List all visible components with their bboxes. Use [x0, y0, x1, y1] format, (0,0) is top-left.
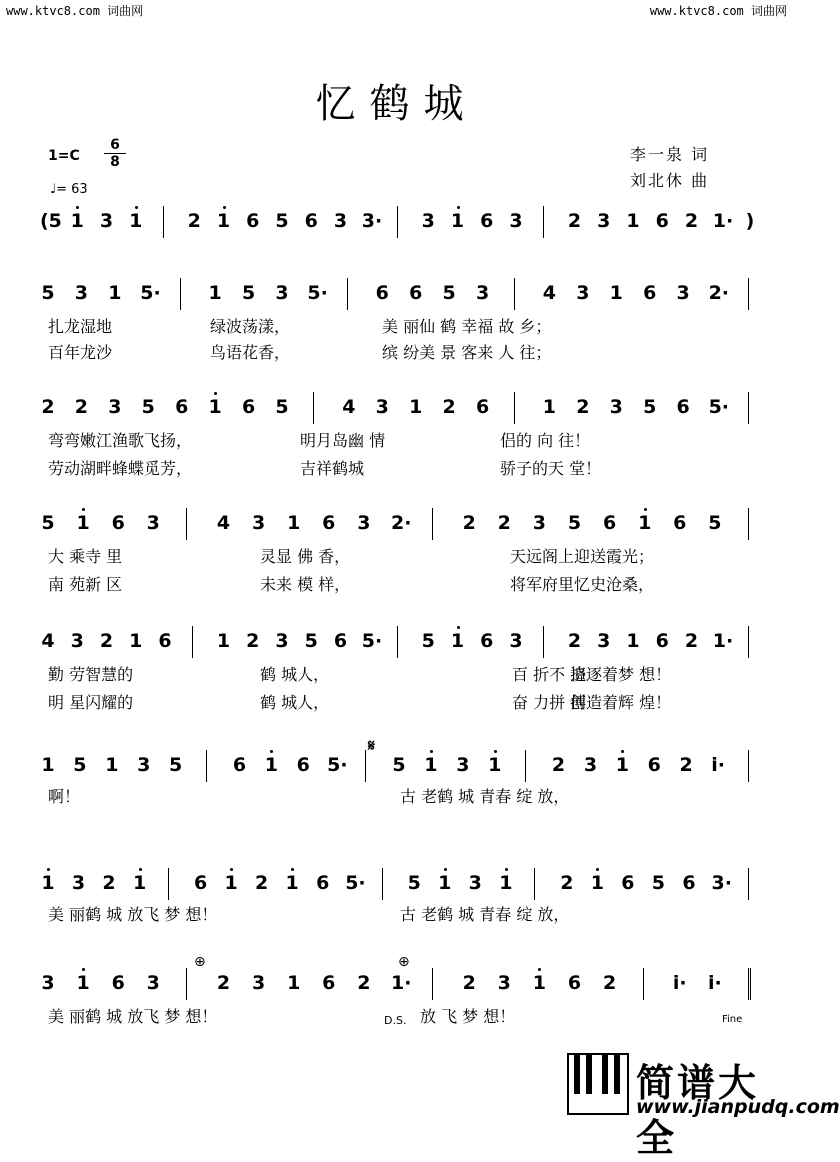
note: i· — [672, 972, 687, 994]
lyric-verse2: 百年龙沙 — [48, 343, 113, 362]
note: 6 — [111, 972, 125, 994]
note: 6 — [676, 396, 690, 418]
bar-line — [748, 868, 749, 900]
lyric-verse1: 美 丽鹤 城 放飞 梦 想！ — [48, 905, 218, 924]
note: 6 — [375, 282, 389, 304]
note: ) — [745, 210, 755, 232]
note: 2 — [684, 210, 699, 232]
note: i· — [708, 972, 722, 994]
note: 6 — [643, 282, 657, 304]
bar-line — [206, 750, 207, 782]
note: 2 — [567, 630, 582, 652]
note: 1 — [488, 754, 502, 776]
note: 3 — [251, 972, 266, 994]
note: 5 — [392, 754, 406, 776]
lyric-verse1: 百 折不 挠 — [512, 665, 587, 684]
note: 6 — [158, 630, 172, 652]
bar-line — [180, 278, 181, 310]
note: 5· — [708, 396, 730, 418]
composer-credit: 刘北休 曲 — [630, 171, 710, 190]
note: 2 — [246, 630, 260, 652]
lyric-verse1: 古 老鹤 城 青春 绽 放， — [400, 787, 570, 806]
lyric-verse2: 劳动湖畔蜂蝶觅芳， — [48, 459, 193, 478]
note: 3 — [609, 396, 623, 418]
note: 6 — [193, 872, 208, 894]
note: 6 — [175, 396, 189, 418]
note: 3 — [509, 210, 523, 232]
note: 1 — [216, 210, 231, 232]
bar-line — [525, 750, 526, 782]
note: 3 — [532, 512, 546, 534]
note: 3 — [74, 282, 89, 304]
note: 3 — [497, 972, 511, 994]
note: 2 — [41, 396, 55, 418]
note: 2 — [567, 210, 582, 232]
note: 2 — [560, 872, 574, 894]
note: 3 — [70, 630, 84, 652]
note: 2 — [462, 972, 476, 994]
note: 5 — [651, 872, 666, 894]
high-octave-dot — [505, 868, 508, 871]
note: 2· — [391, 512, 412, 534]
note: 5 — [304, 630, 318, 652]
tempo-marking: ♩= 63 — [50, 182, 88, 197]
high-octave-dot — [76, 206, 79, 209]
note: 3 — [583, 754, 598, 776]
bar-line — [748, 626, 749, 658]
note: 3 — [475, 282, 490, 304]
note: 6 — [246, 210, 260, 232]
note: 5· — [345, 872, 366, 894]
note: 5 — [41, 282, 55, 304]
bar-line — [748, 750, 749, 782]
lyric-verse1: 灵显 佛 香， — [260, 547, 351, 566]
high-octave-dot — [444, 868, 447, 871]
note: 6 — [647, 754, 661, 776]
note: 3 — [333, 210, 348, 232]
lyric-verse1: 明月岛幽 情 — [300, 431, 386, 450]
note: 6 — [475, 396, 490, 418]
tempo-value: = 63 — [56, 182, 88, 197]
note: 5· — [361, 630, 383, 652]
note: 4 — [41, 630, 55, 652]
segno-mark: 𝄋 — [368, 736, 375, 755]
song-title: 忆鹤城 — [315, 81, 478, 127]
lyric-verse1: 天远阁上迎送霞光； — [510, 547, 655, 566]
note: 2 — [74, 396, 89, 418]
note: 3 — [108, 396, 122, 418]
meter-top: 6 — [110, 137, 120, 153]
note: 6 — [409, 282, 423, 304]
note: 2 — [216, 972, 231, 994]
note: 2 — [357, 972, 371, 994]
note: 5· — [327, 754, 348, 776]
note: 1 — [108, 282, 122, 304]
note: 3 — [676, 282, 690, 304]
note: 3 — [468, 872, 482, 894]
high-octave-dot — [135, 206, 138, 209]
note: 3 — [375, 396, 389, 418]
logo-url: www.jianpudq.com — [636, 1096, 840, 1118]
site-logo — [566, 1052, 840, 1160]
note: 6 — [480, 630, 494, 652]
note: 3 — [251, 512, 266, 534]
note: 1 — [132, 872, 147, 894]
note: 4 — [542, 282, 557, 304]
lyric-verse2: 创造着辉 煌！ — [570, 693, 672, 712]
note: 6 — [333, 630, 348, 652]
bar-line — [534, 868, 535, 900]
lyric-verse1: 侣的 向 往！ — [500, 431, 591, 450]
note: 3 — [146, 512, 160, 534]
note: 5 — [73, 754, 87, 776]
note: 1 — [264, 754, 278, 776]
bar-line — [643, 968, 644, 1000]
high-octave-dot — [270, 750, 273, 753]
note: (5 — [40, 210, 62, 232]
note: 1 — [626, 630, 640, 652]
note: 1 — [105, 754, 119, 776]
note: 1 — [450, 630, 465, 652]
note: 1 — [499, 872, 513, 894]
note: 4 — [216, 512, 231, 534]
note: 1 — [216, 630, 231, 652]
note: 5 — [141, 396, 155, 418]
high-octave-dot — [596, 868, 599, 871]
bar-line — [313, 392, 314, 424]
note: 5 — [442, 282, 456, 304]
ds-mark: D.S. — [384, 1014, 407, 1027]
lyric-verse1: 放 飞 梦 想！ — [420, 1007, 516, 1026]
note: 3 — [275, 282, 289, 304]
bar-line — [397, 206, 398, 238]
note: 6 — [232, 754, 247, 776]
note: 1 — [41, 872, 55, 894]
note: 6 — [322, 972, 336, 994]
note: 1 — [129, 210, 143, 232]
note: 2 — [551, 754, 566, 776]
bar-line — [192, 626, 193, 658]
note: 3 — [509, 630, 523, 652]
note: 3 — [137, 754, 151, 776]
note: 1 — [224, 872, 238, 894]
note: 5 — [41, 512, 55, 534]
bar-line — [748, 968, 751, 1000]
bar-line — [168, 868, 169, 900]
note: 5 — [421, 630, 435, 652]
note: 2 — [576, 396, 590, 418]
bar-line — [186, 968, 187, 1000]
note: 1 — [208, 396, 222, 418]
note: 6 — [655, 210, 669, 232]
note: 2 — [497, 512, 511, 534]
bar-line — [748, 278, 749, 310]
bar-line — [186, 508, 187, 540]
note: 2 — [102, 872, 116, 894]
bar-line — [543, 626, 544, 658]
coda-mark-2: ⊕ — [398, 954, 410, 970]
lyric-verse2: 将军府里忆史沧桑， — [510, 575, 655, 594]
high-octave-dot — [291, 868, 294, 871]
note: 2 — [679, 754, 693, 776]
note: 3· — [711, 872, 732, 894]
note: 1 — [450, 210, 465, 232]
bar-line — [543, 206, 544, 238]
high-octave-dot — [139, 868, 142, 871]
note: 2 — [602, 972, 617, 994]
fine-mark: Fine — [722, 1014, 743, 1025]
note: 6 — [322, 512, 336, 534]
note: 5 — [169, 754, 183, 776]
note: 1 — [285, 872, 299, 894]
lyric-verse2: 骄子的天 堂！ — [500, 459, 602, 478]
lyric-verse1: 扎龙湿地 — [48, 317, 113, 336]
lyric-verse1: 美 丽仙 鹤 幸福 故 乡； — [382, 317, 552, 336]
note: 1 — [129, 630, 143, 652]
note: 1· — [391, 972, 412, 994]
high-octave-dot — [621, 750, 624, 753]
note: 3 — [357, 512, 371, 534]
note: 6 — [480, 210, 494, 232]
watermark-left: www.ktvc8.com 词曲网 — [6, 4, 144, 18]
note: 6 — [316, 872, 330, 894]
meter-bottom: 8 — [110, 154, 120, 170]
note: 1 — [438, 872, 452, 894]
note: 1 — [638, 512, 652, 534]
piano-keys-icon — [566, 1052, 630, 1116]
note: 5 — [275, 210, 289, 232]
lyric-verse2: 未来 模 样， — [260, 575, 351, 594]
note: 2 — [187, 210, 201, 232]
lyric-verse1: 古 老鹤 城 青春 绽 放， — [400, 905, 570, 924]
note: 1 — [542, 396, 557, 418]
high-octave-dot — [538, 968, 541, 971]
high-octave-dot — [457, 206, 460, 209]
note: 5 — [275, 396, 289, 418]
note: 6 — [567, 972, 582, 994]
note: 3 — [71, 872, 86, 894]
high-octave-dot — [214, 392, 217, 395]
bar-line — [514, 278, 515, 310]
note: 1 — [287, 512, 301, 534]
note: 6 — [682, 872, 696, 894]
note: 6 — [111, 512, 125, 534]
lyric-verse2: 明 星闪耀的 — [48, 693, 134, 712]
note: 5 — [567, 512, 582, 534]
high-octave-dot — [230, 868, 233, 871]
note: 2 — [99, 630, 114, 652]
note: 3 — [421, 210, 435, 232]
note: 3 — [456, 754, 470, 776]
high-octave-dot — [47, 868, 50, 871]
note: 3 — [275, 630, 289, 652]
note: 5 — [407, 872, 421, 894]
lyric-verse1: 勤 劳智慧的 — [48, 665, 134, 684]
note: 3 — [146, 972, 160, 994]
high-octave-dot — [82, 968, 85, 971]
note: 1· — [712, 630, 734, 652]
bar-line — [748, 392, 749, 424]
key-signature: 1=C — [48, 148, 80, 164]
lyric-verse1: 美 丽鹤 城 放飞 梦 想！ — [48, 1007, 218, 1026]
note: 5· — [140, 282, 161, 304]
bar-line — [432, 968, 433, 1000]
note: 1 — [615, 754, 629, 776]
high-octave-dot — [223, 206, 226, 209]
note: 1 — [41, 754, 55, 776]
note: 2· — [708, 282, 730, 304]
high-octave-dot — [644, 508, 647, 511]
note: 2 — [442, 396, 456, 418]
bar-line — [163, 206, 164, 238]
note: 1 — [76, 972, 90, 994]
note: 4 — [342, 396, 356, 418]
note: 3 — [576, 282, 590, 304]
bar-line — [382, 868, 383, 900]
note: 1 — [208, 282, 222, 304]
high-octave-dot — [494, 750, 497, 753]
note: 3 — [99, 210, 114, 232]
time-signature — [104, 138, 126, 169]
note: 1 — [532, 972, 546, 994]
note: 1 — [76, 512, 90, 534]
lyric-verse1: 大 乘寺 里 — [48, 547, 123, 566]
note: 6 — [621, 872, 635, 894]
note: 1 — [70, 210, 84, 232]
watermark-right: www.ktvc8.com 词曲网 — [649, 4, 787, 18]
note: 5 — [643, 396, 657, 418]
lyric-verse2: 奋 力拼 搏 — [512, 693, 587, 712]
high-octave-dot — [82, 508, 85, 511]
bar-line — [365, 750, 366, 782]
lyric-verse1: 啊！ — [48, 787, 81, 806]
lyric-verse2: 南 苑新 区 — [48, 575, 123, 594]
note: 1 — [609, 282, 623, 304]
note: 1· — [712, 210, 734, 232]
note: 2 — [462, 512, 476, 534]
bar-line — [748, 508, 749, 540]
note: 5 — [708, 512, 722, 534]
bar-line — [432, 508, 433, 540]
note: 6 — [673, 512, 687, 534]
lyric-verse2: 吉祥鹤城 — [300, 459, 365, 478]
note: 5· — [307, 282, 328, 304]
note: 3 — [597, 210, 611, 232]
note: 1 — [287, 972, 301, 994]
lyric-verse1: 鹤 城人， — [260, 665, 330, 684]
note: 5 — [241, 282, 256, 304]
note: 1 — [424, 754, 438, 776]
note: 1 — [626, 210, 640, 232]
note: 1 — [590, 872, 604, 894]
logo-text: 简谱大全 — [636, 1061, 760, 1160]
note: 3 — [41, 972, 55, 994]
lyric-verse2: 鹤 城人， — [260, 693, 330, 712]
note: 6 — [304, 210, 318, 232]
note: 1 — [409, 396, 423, 418]
bar-line — [347, 278, 348, 310]
bar-line — [397, 626, 398, 658]
lyric-verse1: 追逐着梦 想！ — [570, 665, 672, 684]
lyric-verse2: 鸟语花香， — [210, 343, 291, 362]
lyric-verse1: 弯弯嫩江渔歌飞扬， — [48, 431, 193, 450]
high-octave-dot — [457, 626, 460, 629]
coda-mark-1: ⊕ — [194, 954, 206, 970]
high-octave-dot — [430, 750, 433, 753]
note: 2 — [255, 872, 269, 894]
note: 6 — [655, 630, 669, 652]
note: 3· — [361, 210, 383, 232]
lyricist-credit: 李一泉 词 — [630, 145, 710, 164]
note: 6 — [241, 396, 256, 418]
note: 2 — [684, 630, 699, 652]
note: 6 — [296, 754, 310, 776]
note: 6 — [602, 512, 617, 534]
lyric-verse2: 缤 纷美 景 客来 人 往； — [382, 343, 552, 362]
lyric-verse1: 绿波荡漾， — [210, 317, 291, 336]
bar-line — [514, 392, 515, 424]
note: i· — [711, 754, 725, 776]
note: 3 — [597, 630, 611, 652]
